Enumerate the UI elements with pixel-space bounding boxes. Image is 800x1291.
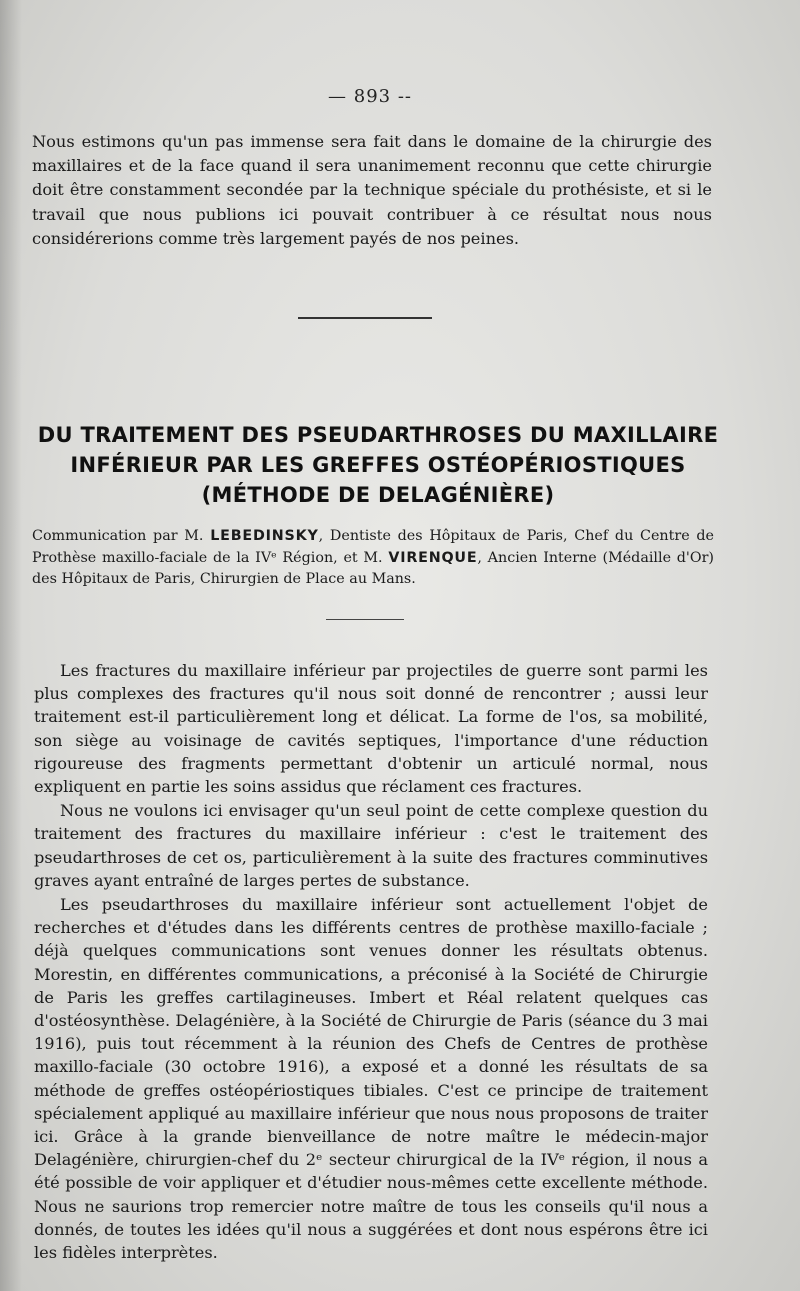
intro-section xyxy=(32,130,712,251)
author-byline xyxy=(32,526,714,591)
body-paragraph-1: Les fractures du maxillaire inférieur par projectiles de guerre sont parmi les plus complexes des fractures qu'il nous soit donné de rencontrer ; aussi leur traitement est-il particulièrement long et délicat. La forme de l'os, sa mobilité, son siège au voisinage de cavités septiques, l'importance d'une réduction rigoureuse des fragments permettant d'obtenir un articulé normal, nous expliquent en partie les soins assidus que réclament ces fractures. xyxy=(34,661,708,797)
body-paragraph-2: Nous ne voulons ici envisager qu'un seul point de cette complexe question du traitement des fractures du maxillaire inférieur : c'est le traitement des pseudarthroses de cet os, particulièrement à la suite des fractures comminutives graves ayant entraîné de larges pertes de substance. xyxy=(34,801,708,890)
title-line-1: DU TRAITEMENT DES PSEUDARTHROSES DU MAXILLAIRE xyxy=(37,423,719,447)
section-divider xyxy=(298,317,432,319)
byline-divider xyxy=(326,619,404,620)
body-paragraph-3: Les pseudarthroses du maxillaire inférieur sont actuellement l'objet de recherches et d'études dans les différents centres de prothèse maxillo-faciale ; déjà quelques communications sont venues donner les résultats obtenus. Morestin, en différentes communications, a préconisé à la Société de Chirurgie de Paris les greffes cartilagineuses. Imbert et Réal relatent quelques cas d'ostéosynthèse. Delagénière, à la Société de Chirurgie de Paris (séance du 3 mai 1916), puis tout récemment à la réunion des Chefs de Centres de prothèse maxillo-faciale (30 octobre 1916), a exposé et a donné les résultats de sa méthode de greffes ostéopériostiques tibiales. C'est ce principe de traitement spécialement appliqué au maxillaire inférieur que nous nous proposons de traiter ici. Grâce à la grande bienveillance de notre maître le médecin-major Delagénière, chirurgien-chef du 2ᵉ secteur chirurgical de la IVᵉ région, il nous a été possible de voir appliquer et d'étudier nous-mêmes cette excellente méthode. Nous ne saurions trop remercier notre maître de tous les conseils qu'il nous a donnés, de toutes les idées qu'il nous a suggérées et dont nous espérons être ici les fidèles interprètes. xyxy=(34,895,708,1263)
title-line-2: INFÉRIEUR PAR LES GREFFES OSTÉOPÉRIOSTIQUES xyxy=(70,453,686,477)
scan-edge-shadow xyxy=(0,0,22,1291)
author-1-role: , Dentiste des Hôpitaux de Paris, Chef du Centre de Prothèse maxillo-faciale de la IVᵉ Région, et M. xyxy=(32,528,715,566)
article-body xyxy=(34,659,708,1264)
article-title xyxy=(28,420,728,510)
title-line-3: (MÉTHODE DE DELAGÉNIÈRE) xyxy=(201,483,555,507)
author-2-role: , Ancien Interne (Médaille d'Or) des Hôpitaux de Paris, Chirurgien de Place au Mans. xyxy=(32,549,714,587)
byline-prefix: Communication par M. xyxy=(32,528,211,544)
page-number: — 893 -- xyxy=(328,86,412,107)
author-name-1: LEBEDINSKY xyxy=(210,528,319,544)
intro-paragraph: Nous estimons qu'un pas immense sera fait dans le domaine de la chirurgie des maxillaires et de la face quand il sera unanimement reconnu que cette chirurgie doit être constamment secondée par la technique spéciale du prothésiste, et si le travail que nous publions ici pouvait contribuer à ce résultat nous nous considérerions comme très largement payés de nos peines. xyxy=(32,132,712,248)
author-name-2: VIRENQUE xyxy=(388,549,478,566)
